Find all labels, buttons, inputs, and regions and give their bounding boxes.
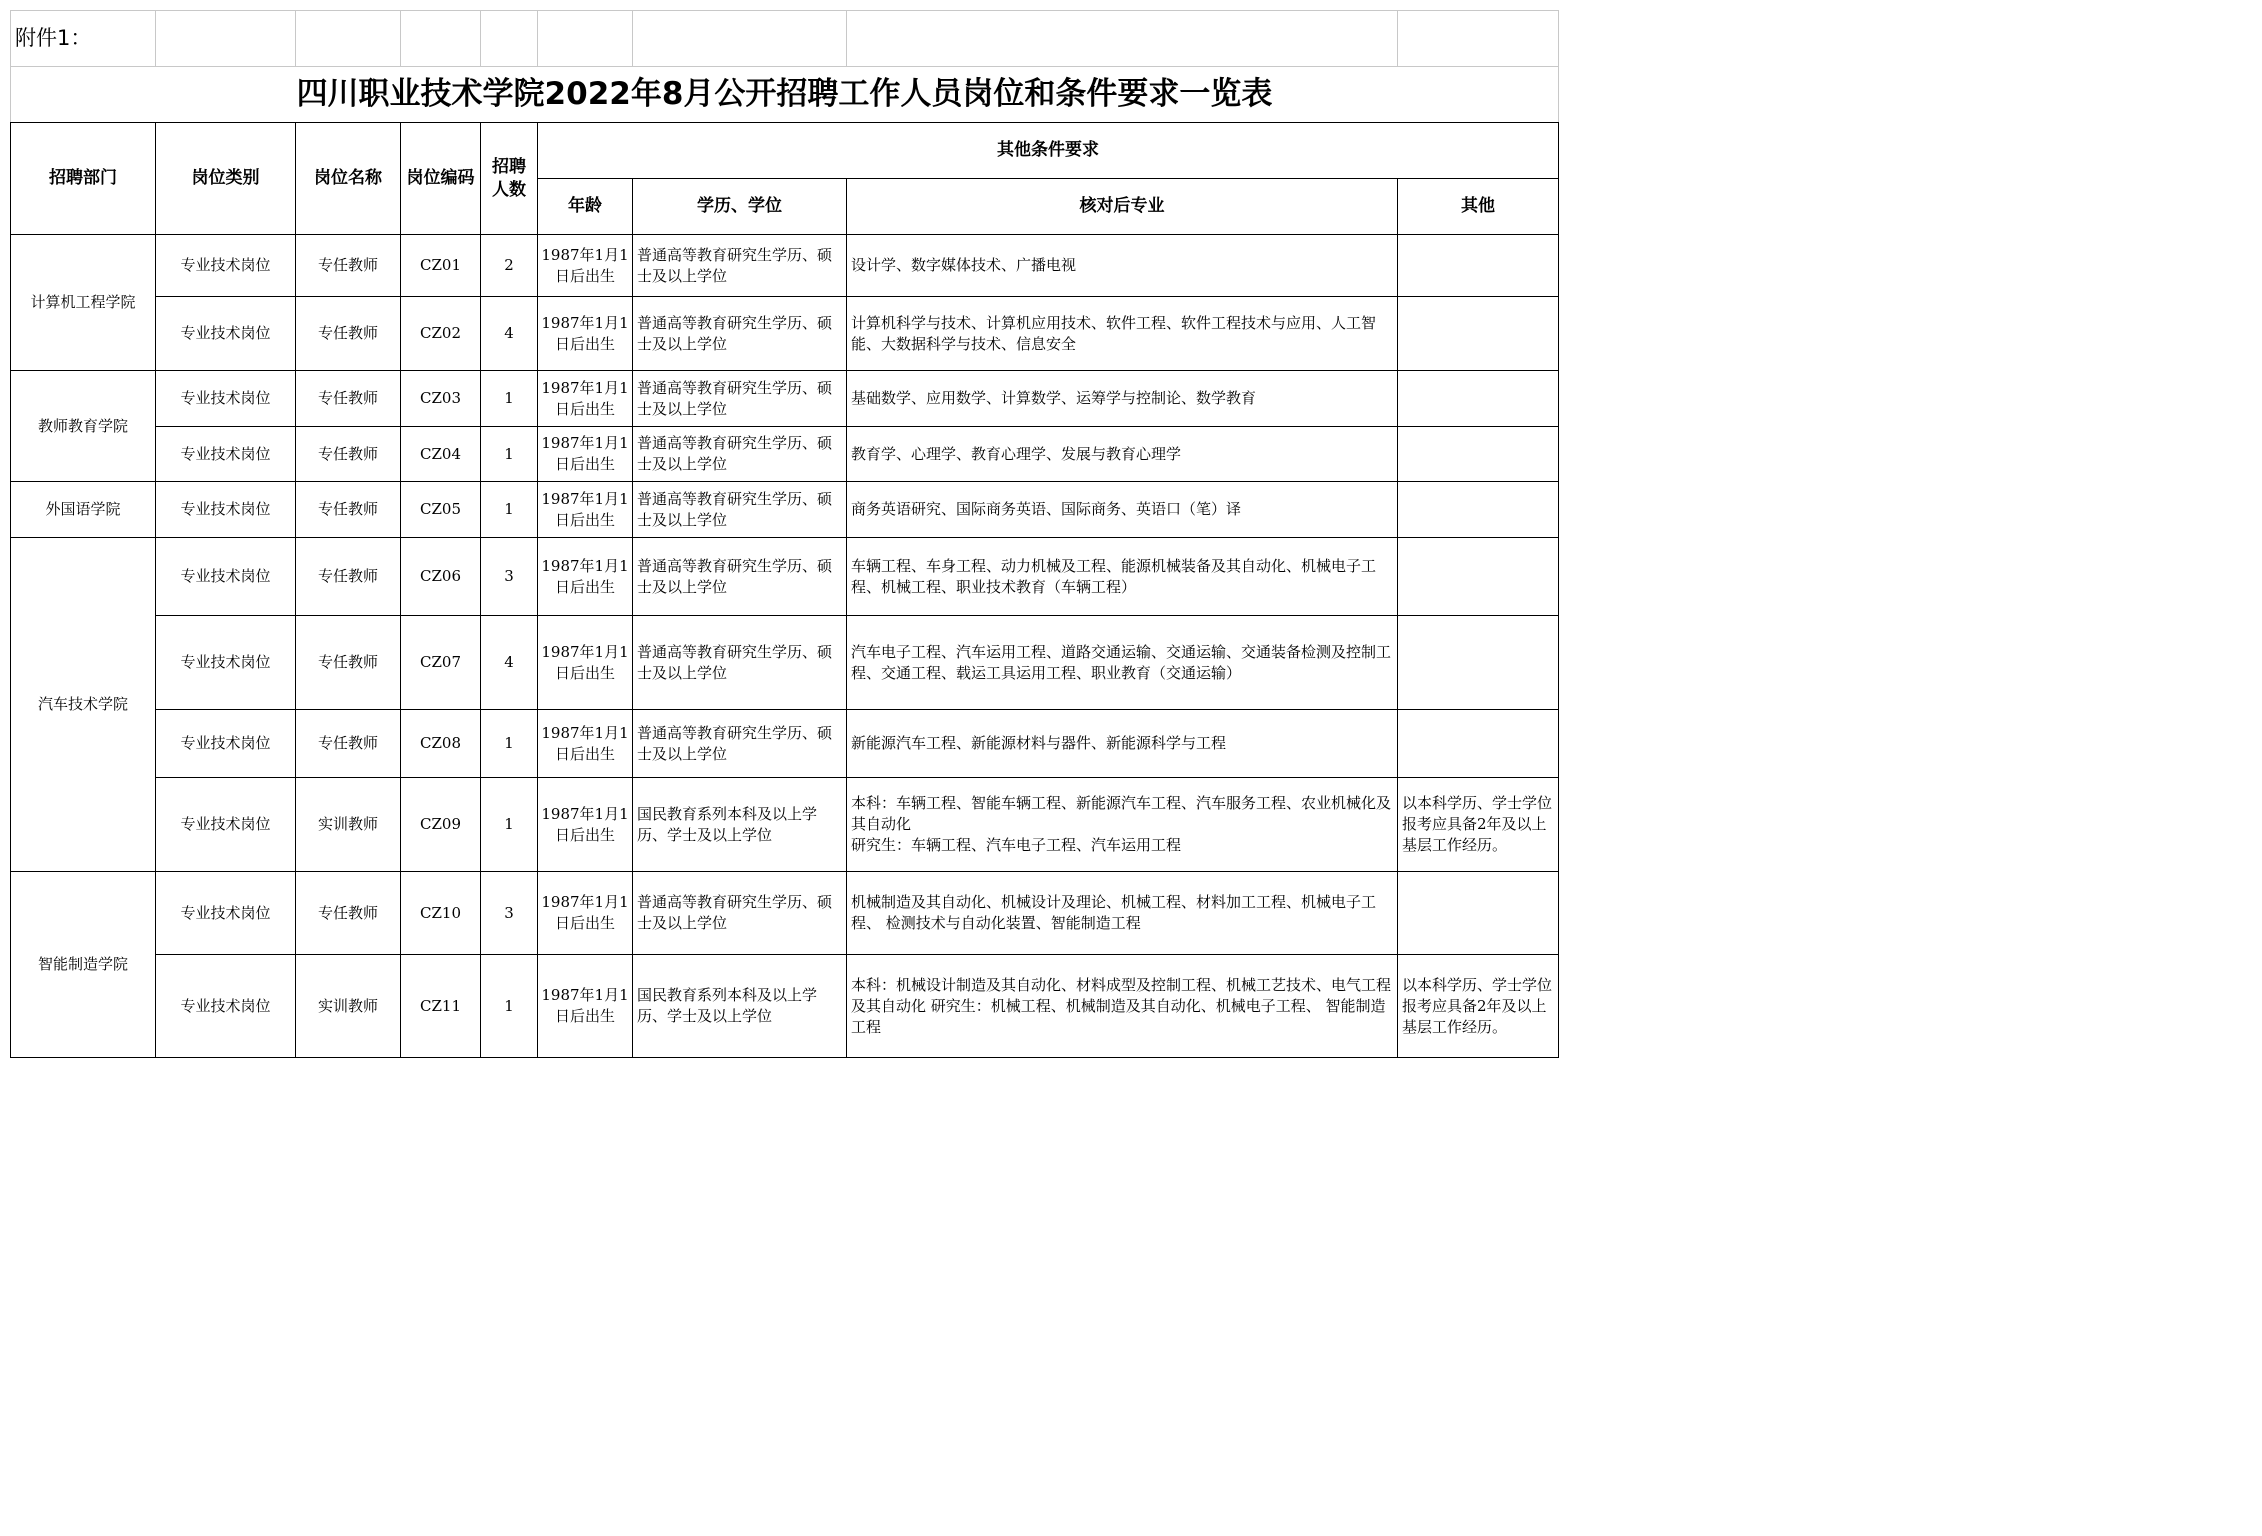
category-cell: 专业技术岗位 [156, 616, 296, 710]
count-cell: 2 [481, 235, 538, 297]
post-code-cell: CZ06 [401, 538, 481, 616]
header-row-1 [11, 123, 1559, 179]
header-other-conditions: 其他条件要求 [538, 123, 1559, 179]
post-name-cell: 专任教师 [296, 371, 401, 427]
post-name-cell: 实训教师 [296, 778, 401, 872]
post-name-cell: 专任教师 [296, 710, 401, 778]
header-post-name: 岗位名称 [296, 123, 401, 235]
major-cell: 基础数学、应用数学、计算数学、运筹学与控制论、数学教育 [847, 371, 1398, 427]
education-cell: 普通高等教育研究生学历、硕士及以上学位 [633, 710, 847, 778]
other-cell: 以本科学历、学士学位报考应具备2年及以上基层工作经历。 [1398, 955, 1559, 1058]
other-cell [1398, 482, 1559, 538]
count-cell: 1 [481, 427, 538, 482]
education-cell: 普通高等教育研究生学历、硕士及以上学位 [633, 616, 847, 710]
major-cell: 机械制造及其自动化、机械设计及理论、机械工程、材料加工工程、机械电子工程、 检测技术与自动化装置、智能制造工程 [847, 872, 1398, 955]
header-major: 核对后专业 [847, 179, 1398, 235]
other-cell [1398, 297, 1559, 371]
table-row [11, 872, 1559, 955]
education-cell: 普通高等教育研究生学历、硕士及以上学位 [633, 297, 847, 371]
education-cell: 普通高等教育研究生学历、硕士及以上学位 [633, 482, 847, 538]
post-name-cell: 专任教师 [296, 482, 401, 538]
education-cell: 普通高等教育研究生学历、硕士及以上学位 [633, 427, 847, 482]
post-code-cell: CZ09 [401, 778, 481, 872]
category-cell: 专业技术岗位 [156, 872, 296, 955]
age-cell: 1987年1月1日后出生 [538, 616, 633, 710]
count-cell: 1 [481, 710, 538, 778]
header-dept: 招聘部门 [11, 123, 156, 235]
count-cell: 1 [481, 778, 538, 872]
post-code-cell: CZ04 [401, 427, 481, 482]
header-count: 招聘人数 [481, 123, 538, 235]
age-cell: 1987年1月1日后出生 [538, 955, 633, 1058]
major-cell: 计算机科学与技术、计算机应用技术、软件工程、软件工程技术与应用、人工智能、大数据科学与技术、信息安全 [847, 297, 1398, 371]
category-cell: 专业技术岗位 [156, 778, 296, 872]
other-cell: 以本科学历、学士学位报考应具备2年及以上基层工作经历。 [1398, 778, 1559, 872]
count-cell: 3 [481, 872, 538, 955]
post-name-cell: 专任教师 [296, 235, 401, 297]
major-cell: 教育学、心理学、教育心理学、发展与教育心理学 [847, 427, 1398, 482]
table-row [11, 778, 1559, 872]
education-cell: 普通高等教育研究生学历、硕士及以上学位 [633, 235, 847, 297]
education-cell: 国民教育系列本科及以上学历、学士及以上学位 [633, 955, 847, 1058]
major-cell: 新能源汽车工程、新能源材料与器件、新能源科学与工程 [847, 710, 1398, 778]
page-title: 四川职业技术学院2022年8月公开招聘工作人员岗位和条件要求一览表 [11, 67, 1559, 123]
category-cell: 专业技术岗位 [156, 427, 296, 482]
category-cell: 专业技术岗位 [156, 297, 296, 371]
table-row [11, 371, 1559, 427]
other-cell [1398, 710, 1559, 778]
count-cell: 1 [481, 371, 538, 427]
other-cell [1398, 616, 1559, 710]
age-cell: 1987年1月1日后出生 [538, 235, 633, 297]
header-category: 岗位类别 [156, 123, 296, 235]
category-cell: 专业技术岗位 [156, 371, 296, 427]
age-cell: 1987年1月1日后出生 [538, 297, 633, 371]
table-row [11, 235, 1559, 297]
table-row [11, 955, 1559, 1058]
other-cell [1398, 872, 1559, 955]
post-code-cell: CZ07 [401, 616, 481, 710]
dept-cell: 计算机工程学院 [11, 235, 156, 371]
title-row [11, 67, 1559, 123]
header-education: 学历、学位 [633, 179, 847, 235]
header-other: 其他 [1398, 179, 1559, 235]
age-cell: 1987年1月1日后出生 [538, 710, 633, 778]
post-name-cell: 专任教师 [296, 427, 401, 482]
table-row [11, 297, 1559, 371]
other-cell [1398, 235, 1559, 297]
header-post-code: 岗位编码 [401, 123, 481, 235]
category-cell: 专业技术岗位 [156, 955, 296, 1058]
major-cell: 汽车电子工程、汽车运用工程、道路交通运输、交通运输、交通装备检测及控制工程、交通工程、载运工具运用工程、职业教育（交通运输） [847, 616, 1398, 710]
table-row [11, 710, 1559, 778]
age-cell: 1987年1月1日后出生 [538, 538, 633, 616]
count-cell: 4 [481, 616, 538, 710]
post-code-cell: CZ05 [401, 482, 481, 538]
post-code-cell: CZ02 [401, 297, 481, 371]
table-row [11, 538, 1559, 616]
table-row [11, 482, 1559, 538]
header-age: 年龄 [538, 179, 633, 235]
category-cell: 专业技术岗位 [156, 710, 296, 778]
post-name-cell: 实训教师 [296, 955, 401, 1058]
major-cell: 本科：车辆工程、智能车辆工程、新能源汽车工程、汽车服务工程、农业机械化及其自动化 研究生：车辆工程、汽车电子工程、汽车运用工程 [847, 778, 1398, 872]
post-name-cell: 专任教师 [296, 616, 401, 710]
post-code-cell: CZ10 [401, 872, 481, 955]
attachment-label: 附件1： [11, 11, 156, 67]
education-cell: 国民教育系列本科及以上学历、学士及以上学位 [633, 778, 847, 872]
post-code-cell: CZ08 [401, 710, 481, 778]
category-cell: 专业技术岗位 [156, 482, 296, 538]
dept-cell: 教师教育学院 [11, 371, 156, 482]
education-cell: 普通高等教育研究生学历、硕士及以上学位 [633, 872, 847, 955]
post-name-cell: 专任教师 [296, 297, 401, 371]
age-cell: 1987年1月1日后出生 [538, 371, 633, 427]
post-name-cell: 专任教师 [296, 538, 401, 616]
category-cell: 专业技术岗位 [156, 235, 296, 297]
major-cell: 商务英语研究、国际商务英语、国际商务、英语口（笔）译 [847, 482, 1398, 538]
category-cell: 专业技术岗位 [156, 538, 296, 616]
dept-cell: 外国语学院 [11, 482, 156, 538]
post-code-cell: CZ11 [401, 955, 481, 1058]
education-cell: 普通高等教育研究生学历、硕士及以上学位 [633, 538, 847, 616]
major-cell: 车辆工程、车身工程、动力机械及工程、能源机械装备及其自动化、机械电子工程、机械工程、职业技术教育（车辆工程） [847, 538, 1398, 616]
table-row [11, 616, 1559, 710]
dept-cell: 智能制造学院 [11, 872, 156, 1058]
count-cell: 1 [481, 955, 538, 1058]
age-cell: 1987年1月1日后出生 [538, 427, 633, 482]
age-cell: 1987年1月1日后出生 [538, 482, 633, 538]
count-cell: 4 [481, 297, 538, 371]
age-cell: 1987年1月1日后出生 [538, 872, 633, 955]
post-name-cell: 专任教师 [296, 872, 401, 955]
post-code-cell: CZ01 [401, 235, 481, 297]
education-cell: 普通高等教育研究生学历、硕士及以上学位 [633, 371, 847, 427]
other-cell [1398, 371, 1559, 427]
recruitment-table [10, 10, 1559, 1058]
dept-cell: 汽车技术学院 [11, 538, 156, 872]
count-cell: 1 [481, 482, 538, 538]
major-cell: 设计学、数字媒体技术、广播电视 [847, 235, 1398, 297]
major-cell: 本科：机械设计制造及其自动化、材料成型及控制工程、机械工艺技术、电气工程及其自动化 研究生：机械工程、机械制造及其自动化、机械电子工程、 智能制造工程 [847, 955, 1398, 1058]
post-code-cell: CZ03 [401, 371, 481, 427]
other-cell [1398, 427, 1559, 482]
attachment-row [11, 11, 1559, 67]
other-cell [1398, 538, 1559, 616]
table-row [11, 427, 1559, 482]
age-cell: 1987年1月1日后出生 [538, 778, 633, 872]
count-cell: 3 [481, 538, 538, 616]
